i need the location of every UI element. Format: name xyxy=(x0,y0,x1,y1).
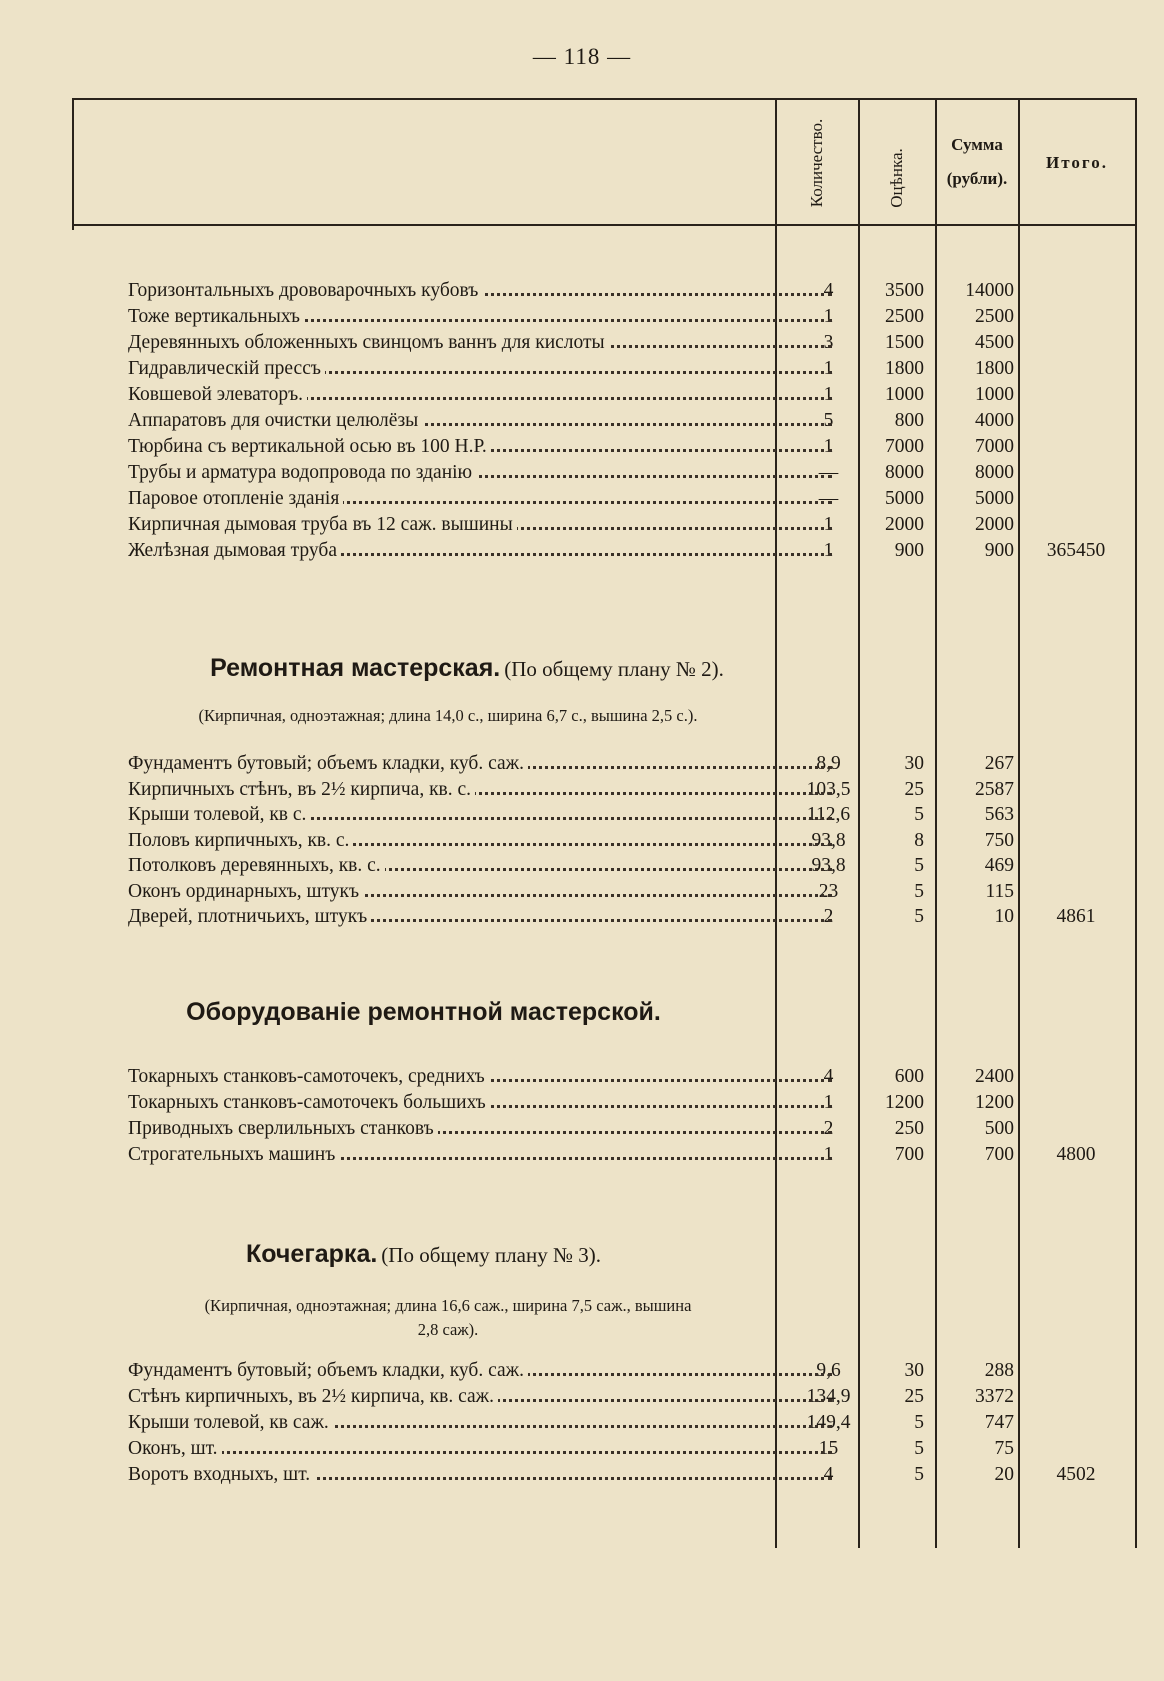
row-sum: 14000 xyxy=(965,280,1014,301)
table-row xyxy=(72,881,1137,907)
row-quantity: 15 xyxy=(818,1438,839,1459)
row-estimate: 5 xyxy=(914,880,924,902)
row-description xyxy=(128,488,838,510)
row-description xyxy=(128,306,838,328)
table-row xyxy=(72,804,1137,830)
row-label: Токарныхъ станковъ-самоточекъ большихъ xyxy=(128,1092,490,1113)
row-label: Паровое отопленіе зданія xyxy=(128,488,343,509)
row-estimate: 5 xyxy=(914,1412,924,1433)
row-total: 4502 xyxy=(1056,1464,1096,1485)
row-sum: 2500 xyxy=(975,306,1014,327)
row-estimate: 5 xyxy=(914,804,924,825)
table-row xyxy=(72,1144,1137,1170)
row-sum: 3372 xyxy=(975,1386,1014,1407)
row-label: Желѣзная дымовая труба xyxy=(128,540,341,561)
row-quantity: 112,6 xyxy=(806,804,851,825)
row-sum: 1200 xyxy=(975,1092,1014,1113)
table-row xyxy=(72,462,1137,488)
row-description xyxy=(128,1386,838,1408)
row-description xyxy=(128,804,838,826)
row-label: Крыши толевой, кв саж. xyxy=(128,1412,333,1433)
row-quantity: 9,6 xyxy=(816,1360,841,1381)
row-sum: 563 xyxy=(984,804,1014,825)
row-estimate: 5 xyxy=(914,906,924,927)
table-row xyxy=(72,488,1137,514)
section-title-repair-equipment xyxy=(72,998,775,1027)
row-sum: 900 xyxy=(984,540,1014,561)
table-row xyxy=(72,306,1137,332)
row-label: Дверей, плотничьихъ, штукъ xyxy=(128,906,371,927)
row-description xyxy=(128,1092,838,1114)
left-rule xyxy=(72,98,74,230)
row-description xyxy=(128,1118,838,1140)
row-description xyxy=(128,753,838,775)
row-description xyxy=(128,1066,838,1088)
table-row xyxy=(72,753,1137,779)
row-quantity: 1 xyxy=(823,384,834,405)
row-estimate: 600 xyxy=(894,1066,924,1087)
row-estimate: 1500 xyxy=(885,332,924,353)
row-sum: 20 xyxy=(994,1464,1014,1485)
row-estimate: 5 xyxy=(914,855,924,876)
row-label: Аппаратовъ для очистки целюлёзы xyxy=(128,410,422,431)
row-label: Потолковъ деревянныхъ, кв. с. xyxy=(128,855,385,876)
row-quantity: 1 xyxy=(823,436,834,457)
table-row xyxy=(72,540,1137,566)
row-description xyxy=(128,280,838,302)
row-label: Половъ кирпичныхъ, кв. с. xyxy=(128,830,353,851)
table-row xyxy=(72,1386,1137,1412)
table-row xyxy=(72,779,1137,805)
section-title-boiler-room xyxy=(72,1240,775,1269)
row-label: Фундаментъ бутовый; объемъ кладки, куб. саж. xyxy=(128,1360,528,1381)
row-description xyxy=(128,906,838,928)
table-row xyxy=(72,384,1137,410)
table-row xyxy=(72,1464,1137,1490)
row-estimate: 3500 xyxy=(885,280,924,301)
row-estimate: 900 xyxy=(894,540,924,561)
table-row xyxy=(72,1360,1137,1386)
table-row xyxy=(72,1438,1137,1464)
row-total: 365450 xyxy=(1046,540,1106,561)
row-sum: 2400 xyxy=(975,1066,1014,1087)
row-label: Кирпичныхъ стѣнъ, въ 2½ кирпича, кв. с. xyxy=(128,779,475,800)
row-quantity: 5 xyxy=(823,410,834,431)
table-row xyxy=(72,514,1137,540)
row-description xyxy=(128,779,838,801)
row-quantity: 134,9 xyxy=(806,1386,851,1407)
row-sum: 2587 xyxy=(975,778,1014,800)
row-estimate: 25 xyxy=(904,778,924,800)
row-description xyxy=(128,410,838,432)
row-description xyxy=(128,436,838,458)
row-description xyxy=(128,384,838,406)
row-description xyxy=(128,332,838,354)
row-sum: 5000 xyxy=(975,488,1014,509)
row-sum: 4000 xyxy=(975,410,1014,431)
header-quantity: Количество. xyxy=(807,118,826,208)
row-quantity: 4 xyxy=(823,1464,834,1485)
header-estimate: Оцѣнка. xyxy=(887,148,906,208)
section-title-text: Кочегарка. xyxy=(246,1240,378,1268)
row-quantity: 23 xyxy=(818,880,839,902)
row-label: Крыши толевой, кв с. xyxy=(128,804,310,825)
row-sum: 10 xyxy=(994,906,1014,927)
section-note: (Кирпичная, одноэтажная; длина 14,0 с., ширина 6,7 с., вышина 2,5 с.). xyxy=(198,706,698,725)
row-quantity: — xyxy=(818,462,839,483)
page-number: — 118 — xyxy=(532,44,632,69)
leader-dots xyxy=(184,1451,832,1454)
table-row xyxy=(72,906,1137,932)
section-title-repair-shop xyxy=(112,654,822,683)
row-quantity: 2 xyxy=(823,1118,834,1139)
row-estimate: 700 xyxy=(894,1144,924,1165)
row-description xyxy=(128,1464,838,1486)
section-plan-ref: (По общему плану № 3). xyxy=(381,1243,601,1267)
row-sum: 700 xyxy=(984,1144,1014,1165)
estimate-table xyxy=(72,98,1137,1548)
row-label: Токарныхъ станковъ-самоточекъ, среднихъ xyxy=(128,1066,489,1087)
header-sum xyxy=(936,128,1018,196)
row-description xyxy=(128,1438,838,1460)
row-label: Оконъ, шт. xyxy=(128,1438,222,1459)
table-row xyxy=(72,410,1137,436)
row-estimate: 1200 xyxy=(885,1092,924,1113)
row-estimate: 7000 xyxy=(885,436,924,457)
row-estimate: 1000 xyxy=(885,384,924,405)
table-row xyxy=(72,855,1137,881)
row-label: Тюрбина съ вертикальной осью въ 100 Н.Р. xyxy=(128,436,491,457)
row-estimate: 8 xyxy=(914,829,924,851)
row-estimate: 5 xyxy=(914,1464,924,1485)
section-note-line2: 2,8 саж). xyxy=(417,1320,479,1339)
row-sum: 7000 xyxy=(975,436,1014,457)
row-quantity: 149,4 xyxy=(806,1412,851,1433)
row-estimate: 5000 xyxy=(885,488,924,509)
row-quantity: 8,9 xyxy=(816,753,841,774)
section-note-line1: (Кирпичная, одноэтажная; длина 16,6 саж., ширина 7,5 саж., вышина xyxy=(204,1296,692,1315)
row-description xyxy=(128,855,838,877)
row-estimate: 800 xyxy=(894,410,924,431)
row-estimate: 1800 xyxy=(885,358,924,379)
row-label: Тоже вертикальныхъ xyxy=(128,306,304,327)
row-quantity: 2 xyxy=(823,906,834,927)
row-quantity: 93,8 xyxy=(811,829,846,851)
row-quantity: 4 xyxy=(823,280,834,301)
row-estimate: 250 xyxy=(894,1118,924,1139)
row-estimate: 30 xyxy=(904,1360,924,1381)
row-sum: 1800 xyxy=(975,358,1014,379)
row-estimate: 8000 xyxy=(885,462,924,483)
row-label: Приводныхъ сверлильныхъ станковъ xyxy=(128,1118,438,1139)
row-description xyxy=(128,1144,838,1166)
row-label: Кирпичная дымовая труба въ 12 саж. вышины xyxy=(128,514,517,535)
row-quantity: 1 xyxy=(823,1144,834,1165)
row-total: 4800 xyxy=(1056,1144,1096,1165)
section-note xyxy=(118,1294,778,1342)
table-row xyxy=(72,1092,1137,1118)
row-sum: 500 xyxy=(984,1118,1014,1139)
row-description xyxy=(128,881,838,903)
row-label: Воротъ входныхъ, шт. xyxy=(128,1464,314,1485)
header-sum-line2: (рубли). xyxy=(946,169,1008,188)
header-sum-line1: Сумма xyxy=(951,135,1003,154)
row-sum: 4500 xyxy=(975,332,1014,353)
row-description xyxy=(128,830,838,852)
row-label: Деревянныхъ обложенныхъ свинцомъ ваннъ для кислоты xyxy=(128,332,609,353)
header-rule xyxy=(72,224,1137,226)
row-label: Гидравлическій прессъ xyxy=(128,358,325,379)
row-total: 4861 xyxy=(1056,906,1096,927)
row-quantity: 1 xyxy=(823,540,834,561)
row-description xyxy=(128,1360,838,1382)
top-rule xyxy=(72,98,1137,100)
row-quantity: 3 xyxy=(823,332,834,353)
row-quantity: 1 xyxy=(823,306,834,327)
row-estimate: 2000 xyxy=(885,514,924,535)
row-label: Трубы и арматура водопровода по зданію xyxy=(128,462,476,483)
section-plan-ref: (По общему плану № 2). xyxy=(504,657,724,681)
row-sum: 267 xyxy=(984,753,1014,774)
row-description xyxy=(128,1412,838,1434)
row-sum: 75 xyxy=(994,1438,1014,1459)
row-quantity: 1 xyxy=(823,358,834,379)
header-total: Итого. xyxy=(1046,153,1108,172)
row-sum: 1000 xyxy=(975,384,1014,405)
row-sum: 750 xyxy=(984,829,1014,851)
section-title-text: Оборудованіе ремонтной мастерской. xyxy=(186,998,661,1026)
row-estimate: 2500 xyxy=(885,306,924,327)
row-estimate: 30 xyxy=(904,753,924,774)
row-quantity: 4 xyxy=(823,1066,834,1087)
row-label: Строгательныхъ машинъ xyxy=(128,1144,339,1165)
row-quantity: 103,5 xyxy=(806,778,851,800)
row-quantity: — xyxy=(818,488,839,509)
row-description xyxy=(128,462,838,484)
section-title-text: Ремонтная мастерская. xyxy=(210,654,501,682)
row-description xyxy=(128,540,838,562)
row-quantity: 1 xyxy=(823,514,834,535)
table-row xyxy=(72,358,1137,384)
row-sum: 115 xyxy=(985,880,1014,902)
row-label: Фундаментъ бутовый; объемъ кладки, куб. саж. xyxy=(128,753,528,774)
table-row xyxy=(72,332,1137,358)
row-estimate: 25 xyxy=(904,1386,924,1407)
row-estimate: 5 xyxy=(914,1438,924,1459)
row-quantity: 1 xyxy=(823,1092,834,1113)
row-label: Ковшевой элеваторъ. xyxy=(128,384,307,405)
row-sum: 2000 xyxy=(975,514,1014,535)
row-sum: 8000 xyxy=(975,462,1014,483)
table-row xyxy=(72,830,1137,856)
row-description xyxy=(128,514,838,536)
table-row xyxy=(72,1118,1137,1144)
table-row xyxy=(72,280,1137,306)
table-row xyxy=(72,1066,1137,1092)
row-sum: 469 xyxy=(984,855,1014,876)
row-sum: 747 xyxy=(984,1412,1014,1433)
row-label: Оконъ ординарныхъ, штукъ xyxy=(128,881,363,902)
row-description xyxy=(128,358,838,380)
row-quantity: 93,8 xyxy=(811,855,846,876)
table-row xyxy=(72,1412,1137,1438)
table-row xyxy=(72,436,1137,462)
row-sum: 288 xyxy=(984,1360,1014,1381)
row-label: Стѣнъ кирпичныхъ, въ 2½ кирпича, кв. саж. xyxy=(128,1386,498,1407)
row-label: Горизонтальныхъ дрововарочныхъ кубовъ xyxy=(128,280,482,301)
